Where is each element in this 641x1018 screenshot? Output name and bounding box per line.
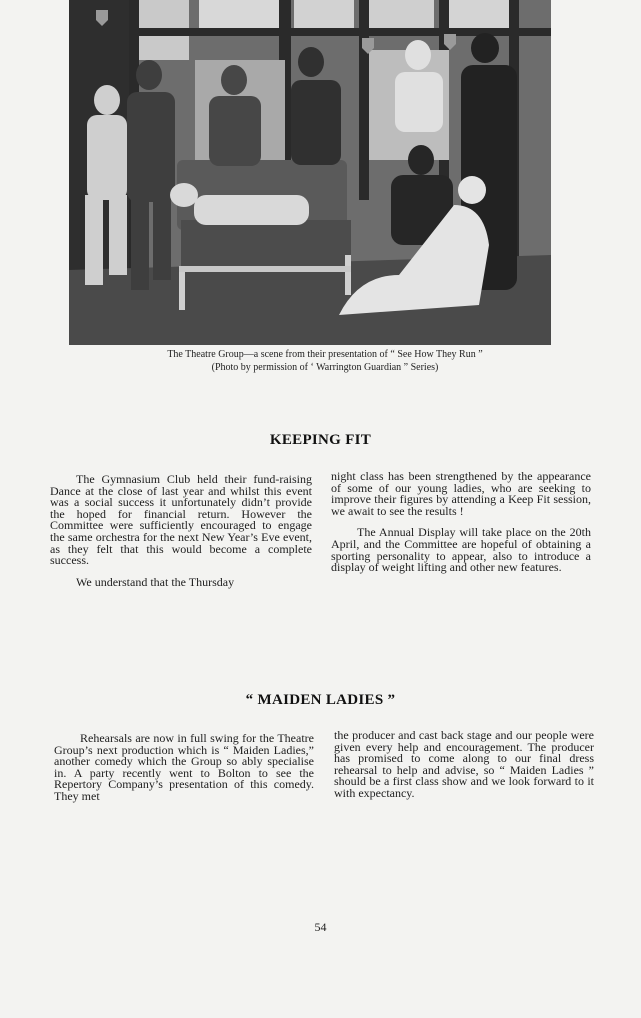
theatre-group-photo <box>69 0 551 345</box>
article2-right-paragraph-1: the producer and cast back stage and our people were given every help and encouragement. The producer has promised to come along to our final dress rehearsal to help and advise, so “ Maiden Ladies ” should be a first class show and we look forward to it with expectancy. <box>334 728 594 800</box>
article1-right-paragraph-2: The Annual Display will take place on the 20th April, and the Committee are hopeful of obtaining a sporting personality to appear, also to introduce a display of weight lifting and other new features. <box>331 525 591 575</box>
article1-right-column <box>331 471 591 584</box>
article-title-maiden-ladies: “ MAIDEN LADIES ” <box>245 692 396 708</box>
page-number: 54 <box>314 920 327 934</box>
article-title-keeping-fit: KEEPING FIT <box>269 432 372 448</box>
article1-left-column <box>50 474 312 598</box>
article2-left-column <box>54 733 314 813</box>
article2-right-column <box>334 730 594 810</box>
photo-caption <box>60 348 590 374</box>
article1-left-paragraph-2: We understand that the Thursday <box>76 574 235 589</box>
article1-right-paragraph-1: night class has been strengthened by the appearance of some of our young ladies, who are seeking to improve their figures by attending a Keep Fit session, we await to see the results ! <box>331 469 591 518</box>
article1-left-paragraph-1: The Gymnasium Club held their fund-raising Dance at the close of last year and whilst this event was a social success it unfortunately didn’t provide the hoped for financial return. However the Committee were sufficiently encouraged to engage the same orchestra for the next New Year’s Eve event, as they felt that this would become a complete success. <box>50 472 312 568</box>
caption-line-1: The Theatre Group—a scene from their presentation of “ See How They Run ” <box>167 349 483 360</box>
caption-line-2: (Photo by permission of ‘ Warrington Guardian ” Series) <box>211 362 439 373</box>
article2-left-paragraph-1: Rehearsals are now in full swing for the Theatre Group’s next production which is “ Maiden Ladies,” another comedy which the Group so ably specialise in. A party recently went to Bolton to see the Repertory Company’s presentation of this comedy. They met <box>54 731 314 803</box>
